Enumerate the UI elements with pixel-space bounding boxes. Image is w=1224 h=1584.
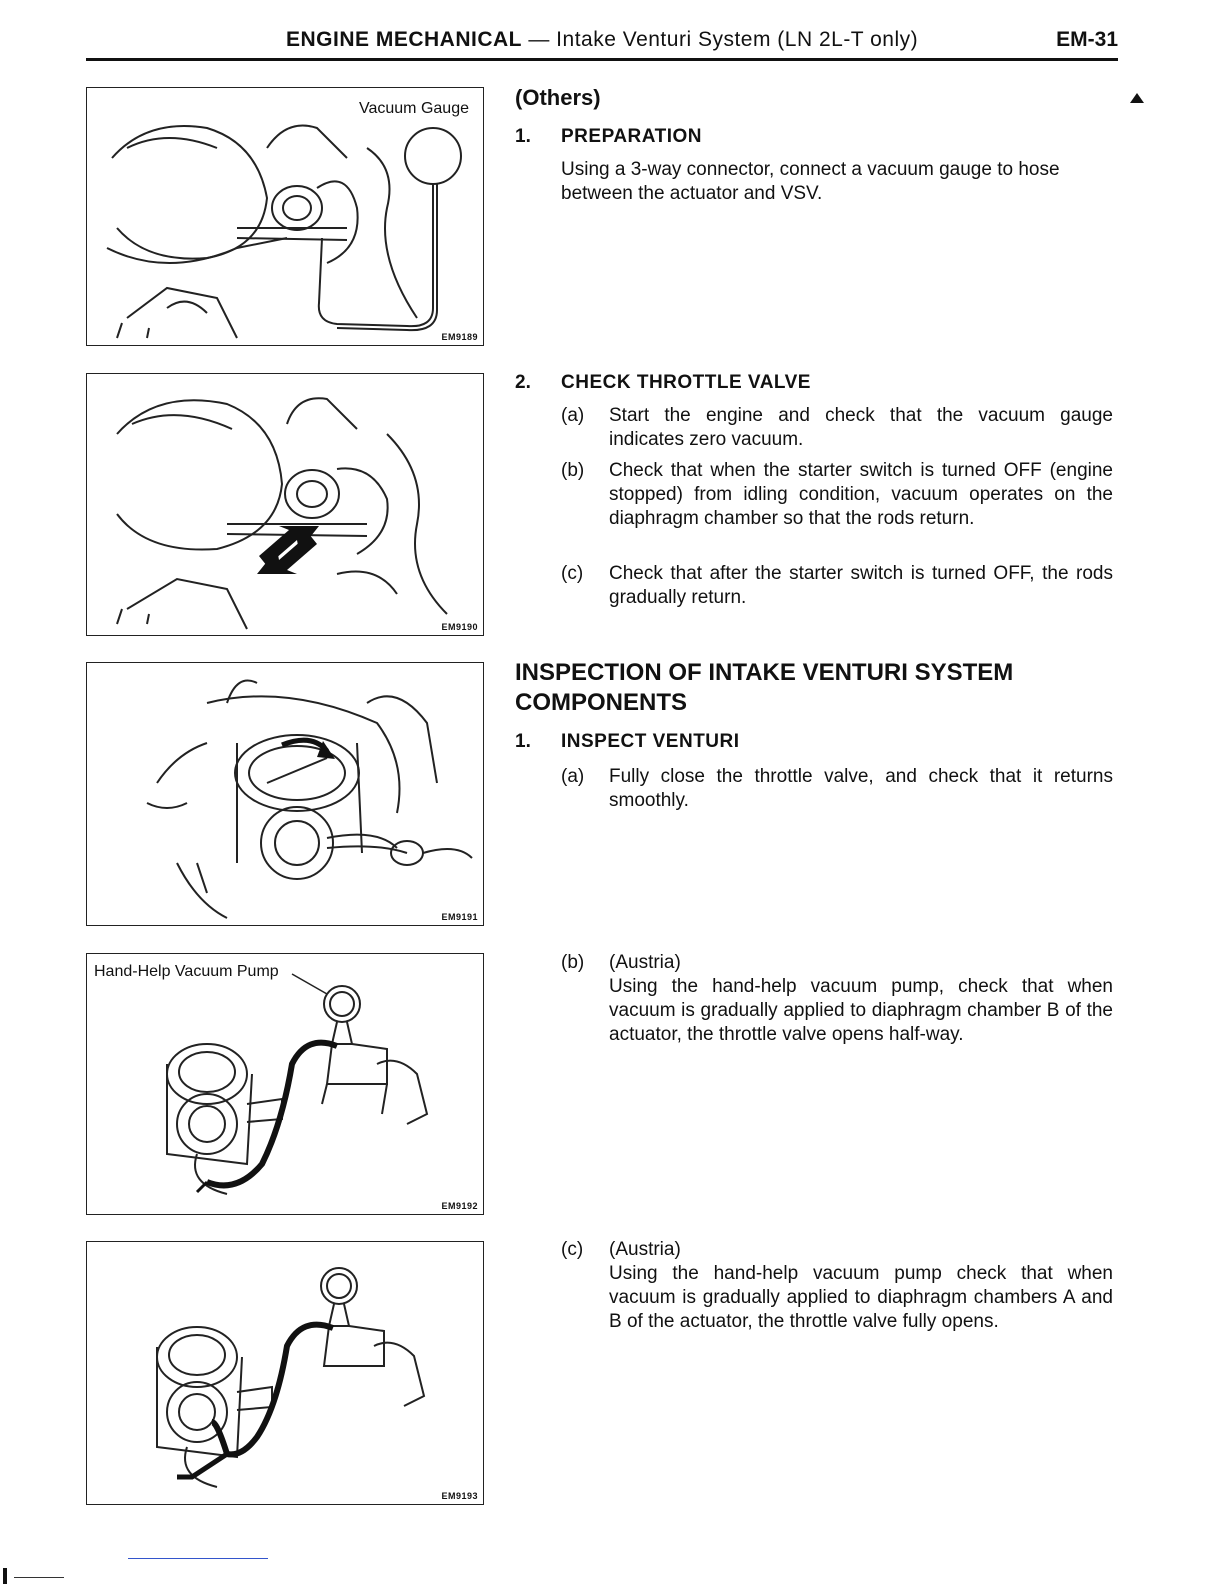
figure-code: EM9189 bbox=[441, 332, 478, 342]
figure-code: EM9193 bbox=[441, 1491, 478, 1501]
section-heading-inspection bbox=[515, 658, 1115, 718]
heading-line: COMPONENTS bbox=[515, 689, 688, 716]
item-note: (Austria) bbox=[609, 952, 681, 973]
vacuum-hose-icon bbox=[87, 1242, 484, 1505]
figure-vacuum-gauge bbox=[86, 87, 484, 346]
item-text: Check that after the starter switch is turned OFF, the rods gradually return. bbox=[609, 563, 1113, 608]
header-title-main: ENGINE MECHANICAL bbox=[286, 28, 523, 51]
figure-code: EM9192 bbox=[441, 1201, 478, 1211]
item-text: Fully close the throttle valve, and check that it returns smoothly. bbox=[609, 766, 1113, 811]
item-block bbox=[609, 1238, 1113, 1334]
page-header bbox=[86, 26, 1118, 60]
item-note: (Austria) bbox=[609, 1239, 681, 1260]
footer-mark bbox=[3, 1568, 7, 1584]
step-text-preparation: Using a 3-way connector, connect a vacuum gauge to hose between the actuator and VSV. bbox=[561, 159, 1060, 204]
section-heading-others: (Others) bbox=[515, 85, 601, 110]
item-letter: (b) bbox=[561, 460, 585, 481]
item-letter: (a) bbox=[561, 766, 585, 787]
item-text: Using the hand-help vacuum pump, check that when vacuum is gradually applied to diaphragm chamber B of the actuator, the throttle valve opens half-way. bbox=[609, 976, 1113, 1045]
header-rule bbox=[86, 58, 1118, 61]
header-title-sub: — Intake Venturi System (LN 2L-T only) bbox=[522, 28, 919, 51]
item-letter: (a) bbox=[561, 405, 585, 426]
item-text: Using the hand-help vacuum pump check that when vacuum is gradually applied to diaphragm chambers A and B of the actuator, the throttle valve fully opens. bbox=[609, 1263, 1113, 1332]
header-title bbox=[286, 28, 918, 52]
figure-code: EM9190 bbox=[441, 622, 478, 632]
step-title-preparation: PREPARATION bbox=[561, 126, 702, 147]
double-arrow-icon bbox=[87, 374, 484, 636]
figure-code: EM9191 bbox=[441, 912, 478, 922]
footer-link-line bbox=[128, 1558, 268, 1559]
step-title-check-throttle: CHECK THROTTLE VALVE bbox=[561, 372, 811, 393]
step-title-inspect-venturi: INSPECT VENTURI bbox=[561, 731, 740, 752]
step-number: 1. bbox=[515, 731, 531, 752]
figure-label-vacuum-gauge: Vacuum Gauge bbox=[359, 100, 469, 117]
engine-vacuum-gauge-illustration bbox=[87, 88, 484, 346]
item-letter: (c) bbox=[561, 1239, 584, 1260]
footer-line bbox=[14, 1577, 64, 1578]
heading-line: INSPECTION OF INTAKE VENTURI SYSTEM bbox=[515, 659, 1014, 686]
figure-throttle-valve bbox=[86, 373, 484, 636]
item-text: Check that when the starter switch is turned OFF (engine stopped) from idling condition, vacuum operates on the diaphragm chamber so that the rods return. bbox=[609, 460, 1113, 529]
figure-vacuum-pump-chamber-b bbox=[86, 953, 484, 1215]
item-letter: (c) bbox=[561, 563, 584, 584]
figure-label-vacuum-pump: Hand-Help Vacuum Pump bbox=[94, 963, 279, 980]
pointer-arrow-icon bbox=[1130, 93, 1144, 103]
step-number: 2. bbox=[515, 372, 531, 393]
item-letter: (b) bbox=[561, 952, 585, 973]
figure-vacuum-pump-chambers-ab bbox=[86, 1241, 484, 1505]
rotation-arrow-icon bbox=[87, 663, 484, 926]
item-block bbox=[609, 951, 1113, 1047]
step-number: 1. bbox=[515, 126, 531, 147]
figure-venturi bbox=[86, 662, 484, 926]
page-number: EM-31 bbox=[1056, 28, 1118, 51]
item-text: Start the engine and check that the vacuum gauge indicates zero vacuum. bbox=[609, 405, 1113, 450]
vacuum-hose-icon bbox=[87, 954, 484, 1215]
